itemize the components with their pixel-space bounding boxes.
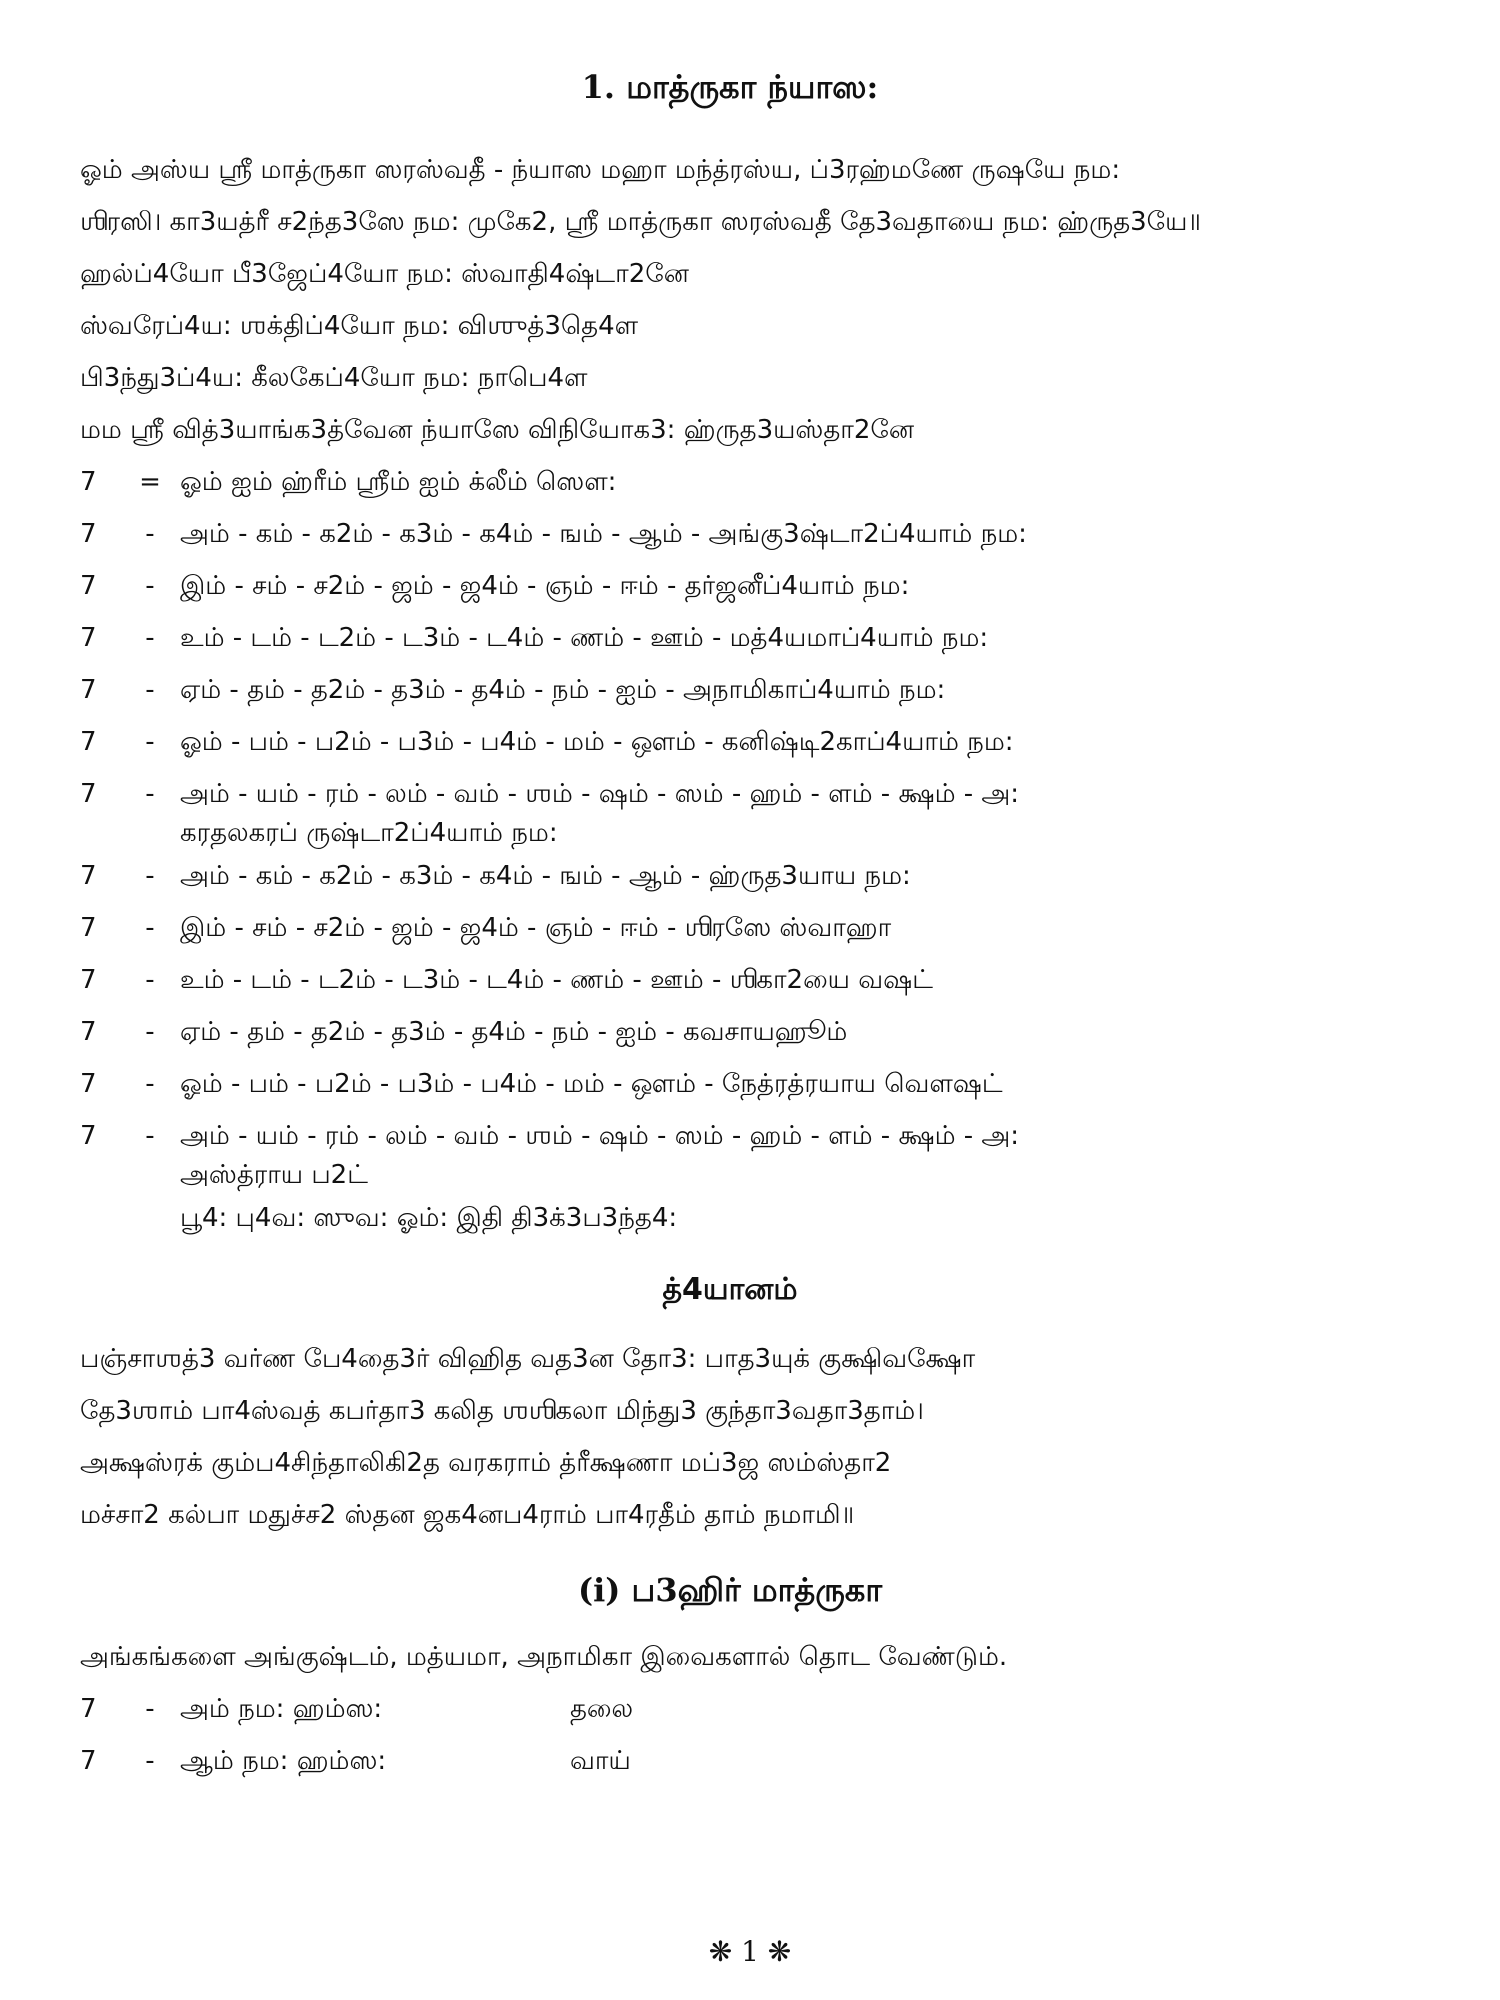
nyasa-row bbox=[80, 560, 1380, 612]
row-number: 7 bbox=[80, 519, 97, 549]
row-separator: - bbox=[145, 1069, 155, 1099]
dhyanam-line: மச்சா2 கல்பா மதுச்ச2 ஸ்தன ஜக4னப4ராம் பா4ரதீம் தாம் நமாமி॥ bbox=[80, 1500, 855, 1530]
nyasa-row bbox=[80, 456, 1380, 508]
row-number: 7 bbox=[80, 1017, 97, 1047]
row-text: இம் - சம் - ச2ம் - ஜம் - ஜ4ம் - ஞம் - ஈம் - தர்ஜனீப்4யாம் நம: bbox=[180, 571, 910, 601]
row-number: 7 bbox=[80, 1069, 97, 1099]
row-separator: - bbox=[145, 861, 155, 891]
nyasa-row bbox=[80, 612, 1380, 664]
row-number: 7 bbox=[80, 623, 97, 653]
row-body-part: வாய் bbox=[570, 1746, 631, 1776]
nyasa-row bbox=[80, 902, 1380, 954]
row-separator: - bbox=[145, 675, 155, 705]
row-mantra: ஆம் நம: ஹம்ஸ: bbox=[180, 1746, 387, 1776]
nyasa-row bbox=[80, 1006, 1380, 1058]
row-separator: - bbox=[145, 1121, 155, 1151]
intro-block bbox=[80, 144, 1380, 456]
intro-line: மம ஸ்ரீ வித்3யாங்க3த்வேன ந்யாஸே விநியோக3: ஹ்ருத3யஸ்தா2னே bbox=[80, 415, 915, 445]
nyasa-row bbox=[80, 1058, 1380, 1110]
row-separator: - bbox=[145, 779, 155, 809]
row-separator: - bbox=[145, 913, 155, 943]
row-text: ஓம் ஐம் ஹ்ரீம் ஸ்ரீம் ஐம் க்லீம் ஸௌ: bbox=[180, 467, 617, 497]
page-title: 1. மாத்ருகா ந்யாஸ: bbox=[581, 68, 879, 106]
row-separator: = bbox=[139, 467, 161, 497]
row-text-wrap bbox=[180, 1110, 1380, 1192]
section-row bbox=[80, 1683, 1380, 1735]
row-separator: - bbox=[145, 1746, 155, 1776]
nyasa-list bbox=[80, 456, 1380, 1244]
row-number: 7 bbox=[80, 727, 97, 757]
dhyanam-line: தே3ஶாம் பா4ஸ்வத் கபர்தா3 கலித ஶஶிகலா மிந்து3 குந்தா3வதா3தாம்। bbox=[80, 1396, 924, 1426]
row-text-wrap bbox=[180, 768, 1380, 850]
section-heading: (i) ப3ஹிர் மாத்ருகா bbox=[577, 1571, 883, 1609]
row-text: ஓம் - பம் - ப2ம் - ப3ம் - ப4ம் - மம் - ஔம் - கனிஷ்டி2காப்4யாம் நம: bbox=[180, 727, 1014, 757]
nyasa-row bbox=[80, 664, 1380, 716]
row-number: 7 bbox=[80, 571, 97, 601]
section-rows bbox=[80, 1683, 1380, 1787]
row-number: 7 bbox=[80, 861, 97, 891]
section-intro: அங்கங்களை அங்குஷ்டம், மத்யமா, அநாமிகா இவைகளால் தொட வேண்டும். bbox=[80, 1642, 1008, 1672]
row-text: இம் - சம் - ச2ம் - ஜம் - ஜ4ம் - ஞம் - ஈம் - ஶிரஸே ஸ்வாஹா bbox=[180, 913, 892, 943]
nyasa-row bbox=[80, 954, 1380, 1006]
row-separator: - bbox=[145, 519, 155, 549]
nyasa-row bbox=[80, 1110, 1380, 1192]
nyasa-row bbox=[80, 850, 1380, 902]
intro-line: ஓம் அஸ்ய ஸ்ரீ மாத்ருகா ஸரஸ்வதீ - ந்யாஸ மஹா மந்த்ரஸ்ய, ப்3ரஹ்மணே ருஷயே நம: bbox=[80, 155, 1121, 185]
intro-line: ஸ்வரேப்4ய: ஶக்திப்4யோ நம: விஶுத்3தெ4ள bbox=[80, 311, 639, 341]
row-separator: - bbox=[145, 965, 155, 995]
row-separator: - bbox=[145, 1017, 155, 1047]
intro-line: ஶிரஸி। கா3யத்ரீ ச2ந்த3ஸே நம: முகே2, ஸ்ரீ மாத்ருகா ஸரஸ்வதீ தே3வதாயை நம: ஹ்ருத3யே॥ bbox=[80, 207, 1201, 237]
row-number: 7 bbox=[80, 779, 97, 809]
row-mantra: அம் நம: ஹம்ஸ: bbox=[180, 1694, 383, 1724]
nyasa-row bbox=[80, 716, 1380, 768]
row-text: உம் - டம் - ட2ம் - ட3ம் - ட4ம் - ணம் - ஊம் - ஶிகா2யை வஷட் bbox=[180, 965, 933, 995]
row-number: 7 bbox=[80, 467, 97, 497]
row-separator: - bbox=[145, 623, 155, 653]
row-continuation: அஸ்த்ராய ப2ட் bbox=[180, 1160, 368, 1190]
row-number: 7 bbox=[80, 1121, 97, 1151]
row-text: உம் - டம் - ட2ம் - ட3ம் - ட4ம் - ணம் - ஊம் - மத்4யமாப்4யாம் நம: bbox=[180, 623, 989, 653]
row-text: ஓம் - பம் - ப2ம் - ப3ம் - ப4ம் - மம் - ஔம் - நேத்ரத்ரயாய வௌஷட் bbox=[180, 1069, 1003, 1099]
row-text: ஏம் - தம் - த2ம் - த3ம் - த4ம் - நம் - ஐம் - கவசாயஹூம் bbox=[180, 1017, 848, 1047]
row-text: அம் - யம் - ரம் - லம் - வம் - ஶம் - ஷம் - ஸம் - ஹம் - ளம் - க்ஷம் - அ: bbox=[180, 1121, 1020, 1151]
intro-line: ஹல்ப்4யோ பீ3ஜேப்4யோ நம: ஸ்வாதி4ஷ்டா2னே bbox=[80, 259, 689, 289]
row-number: 7 bbox=[80, 1694, 97, 1724]
row-separator: - bbox=[145, 1694, 155, 1724]
row-text: ஏம் - தம் - த2ம் - த3ம் - த4ம் - நம் - ஐம் - அநாமிகாப்4யாம் நம: bbox=[180, 675, 946, 705]
section-row bbox=[80, 1735, 1380, 1787]
dhyanam-line: அக்ஷஸ்ரக் கும்ப4சிந்தாலிகி2த வரகராம் த்ரீக்ஷணா மப்3ஜ ஸம்ஸ்தா2 bbox=[80, 1448, 892, 1478]
row-separator: - bbox=[145, 727, 155, 757]
row-number: 7 bbox=[80, 965, 97, 995]
row-text: அம் - கம் - க2ம் - க3ம் - க4ம் - ஙம் - ஆம் - அங்கு3ஷ்டா2ப்4யாம் நம: bbox=[180, 519, 1027, 549]
row-text: அம் - யம் - ரம் - லம் - வம் - ஶம் - ஷம் - ஸம் - ஹம் - ளம் - க்ஷம் - அ: bbox=[180, 779, 1020, 809]
row-separator: - bbox=[145, 571, 155, 601]
row-number: 7 bbox=[80, 675, 97, 705]
page-number: ❋ 1 ❋ bbox=[708, 1935, 792, 1968]
row-body-part: தலை bbox=[570, 1694, 634, 1724]
dhyanam-heading: த்4யானம் bbox=[662, 1272, 798, 1307]
row-number: 7 bbox=[80, 1746, 97, 1776]
closing-line: பூ4: பு4வ: ஸுவ: ஓம்: இதி தி3க்3ப3ந்த4: bbox=[180, 1203, 678, 1233]
row-number: 7 bbox=[80, 913, 97, 943]
nyasa-row bbox=[80, 508, 1380, 560]
row-text: அம் - கம் - க2ம் - க3ம் - க4ம் - ஙம் - ஆம் - ஹ்ருத3யாய நம: bbox=[180, 861, 911, 891]
dhyanam-block bbox=[80, 1333, 1380, 1541]
row-continuation: கரதலகரப் ருஷ்டா2ப்4யாம் நம: bbox=[180, 818, 558, 848]
nyasa-row bbox=[80, 768, 1380, 850]
intro-line: பி3ந்து3ப்4ய: கீலகேப்4யோ நம: நாபெ4ள bbox=[80, 363, 588, 393]
dhyanam-line: பஞ்சாஶத்3 வர்ண பே4தை3ர் விஹித வத3ன தோ3: பாத3யுக் குக்ஷிவக்ஷோ bbox=[80, 1344, 976, 1374]
